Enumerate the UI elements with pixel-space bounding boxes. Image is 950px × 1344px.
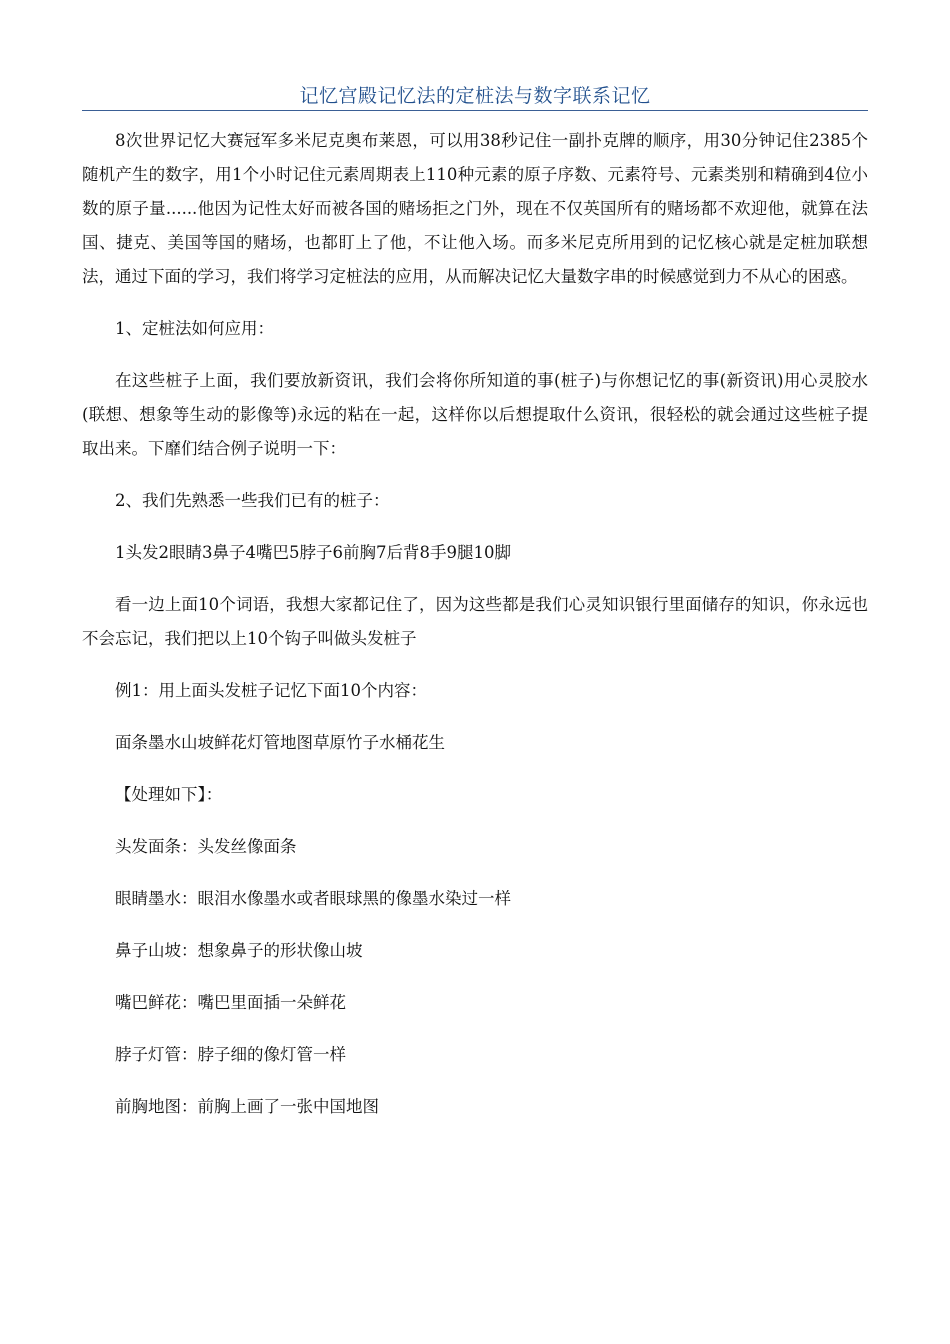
page-title: 记忆宫殿记忆法的定桩法与数字联系记忆 — [299, 85, 651, 107]
association-line: 嘴巴鲜花：嘴巴里面插一朵鲜花 — [115, 993, 346, 1012]
processing-heading: 【处理如下】： — [115, 785, 223, 804]
peg-list: 1头发2眼睛3鼻子4嘴巴5脖子6前胸7后背8手9腿10脚 — [115, 543, 511, 562]
section-heading-2: 2、我们先熟悉一些我们已有的桩子： — [115, 491, 390, 510]
section-heading-1: 1、定桩法如何应用： — [115, 319, 274, 338]
intro-paragraph: 8次世界记忆大赛冠军多米尼克奥布莱恩，可以用38秒记住一副扑克牌的顺序，用30分钟记住2385个随机产生的数字，用1个小时记住元素周期表上110种元素的原子序数、元素符号、元素类别和精确到4位小数的原子量......他因为记性太好而被各国的赌场拒之门外，现在不仅英国所有的赌场都不欢迎他，就算在法国、捷克、美国等国的赌场，也都盯上了他，不让他入场。而多米尼克所用到的记忆核心就是定桩加联想法，通过下面的学习，我们将学习定桩法的应用，从而解决记忆大量数字串的时候感觉到力不从心的困惑。 — [82, 131, 868, 286]
association-line: 头发面条：头发丝像面条 — [115, 837, 297, 856]
association-line: 前胸地图：前胸上画了一张中国地图 — [115, 1097, 379, 1116]
example-items: 面条墨水山坡鲜花灯管地图草原竹子水桶花生 — [115, 733, 445, 752]
example-heading: 例1：用上面头发桩子记忆下面10个内容： — [115, 681, 427, 700]
document-body — [82, 124, 868, 1142]
title-divider — [82, 110, 868, 111]
body-paragraph-3: 看一边上面10个词语，我想大家都记住了，因为这些都是我们心灵知识银行里面储存的知识，你永远也不会忘记，我们把以上10个钩子叫做头发桩子 — [82, 595, 868, 648]
association-line: 眼睛墨水：眼泪水像墨水或者眼球黑的像墨水染过一样 — [115, 889, 511, 908]
body-paragraph-2: 在这些桩子上面，我们要放新资讯，我们会将你所知道的事(桩子)与你想记忆的事(新资讯)用心灵胶水(联想、想象等生动的影像等)永远的粘在一起，这样你以后想提取什么资讯，很轻松的就会通过这些桩子提取出来。下靡们结合例子说明一下： — [82, 371, 868, 458]
association-line: 鼻子山坡：想象鼻子的形状像山坡 — [115, 941, 363, 960]
association-line: 脖子灯管：脖子细的像灯管一样 — [115, 1045, 346, 1064]
